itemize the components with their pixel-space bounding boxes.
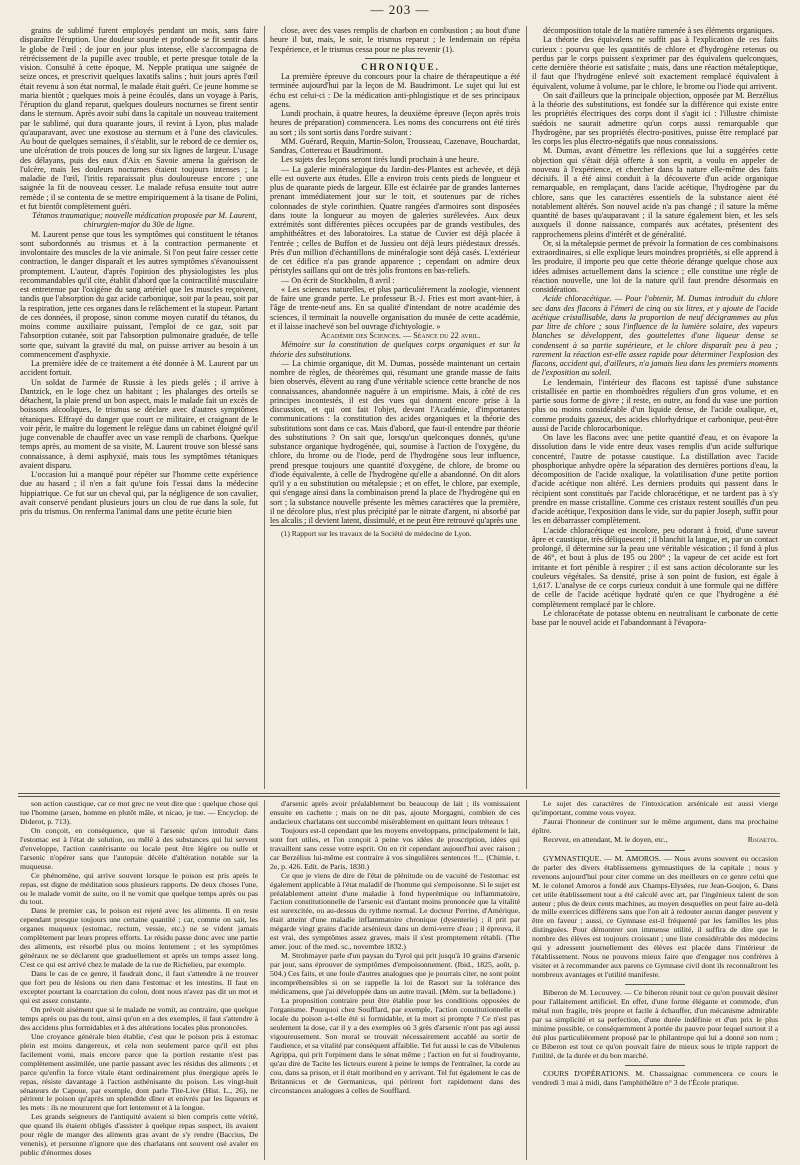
column-1	[20, 26, 258, 789]
paragraph: d'arsenic après avoir préalablement bu beaucoup de lait ; ils vomissaient ensuite en cachette ; mais on ne dit pas, ajoute Morgagni, combien de ces audacieux charlatans ont succombé misérablement en quittant leurs tréteaux !	[270, 800, 520, 826]
paragraph: Or, si la métalepsie permet de prévoir la formation de ces combinaisons extraordinaires, si elle explique leurs moindres propriétés, si elle apprend à les produire, il importe peu que cette théorie dérange quelque chose aux idées admises actuellement dans la science ; elle constitue une règle de réaction nouvelle, une loi de la nature qu'il faut prendre désormais en considération.	[532, 238, 778, 294]
paragraph: La théorie des équivalens ne suffit pas à l'explication de ces faits curieux : pourvu que les quantités de chlore et d'hydrogène retenus ou perdus par le corps puissent s'exprimer par des équivalens quelconques, cette dernière théorie est satisfaite ; mais, dans une réaction métaleptique, il faut que l'hydrogène enlevé soit exactement remplacé équivalent à équivalent, volume à volume, par le chlore, le brome ou l'iode qui arrivent.	[532, 35, 778, 91]
feuilleton-rule	[18, 796, 780, 797]
article-title: Tétanos traumatique; nouvelle médication proposée par M. Laurent, chirurgien-major du 30e de ligne.	[32, 211, 257, 230]
paragraph: M. Dumas, avant d'émettre les réflexions que lui a suggérées cette objection qui s'était déjà offerte à son esprit, a voulu en appeler de nouveau à l'expérience, et chercher dans la nature elle-même des faits décisifs. Il a été ainsi conduit à la découverte d'un acide organique remarquable, en remplaçant, dans l'acide acétique, l'hydrogène par du chlore, sans que les caractères essentiels de la substance aient été notablement altérés. Son nouvel acide n'a pas changé ; il sature la même quantité de bases qu'auparavant ; il la sature également bien, et les sels auxquels il donne naissance, comparés aux acétates, présentent des rapprochemens pleins d'intérêt et de généralité.	[532, 146, 778, 239]
paragraph: On prévoit aisément que si le malade ne vomit, au contraire, que quelque temps après ou pas du tout, ainsi qu'on en a des exemples, il faut s'attendre à des accidens plus formidables et à des altérations locales plus prononcées.	[20, 1004, 258, 1032]
bottom-column-1	[20, 800, 258, 1160]
paragraph: Ce phénomène, qui arrive souvent lorsque le poison est pris après le repas, est digne de méditation sous plusieurs rapports. De deux choses l'une, ou le malade vomit de suite, ou il ne vomit que quelque temps après ou pas du tout.	[20, 870, 258, 907]
divider	[625, 1065, 685, 1066]
paragraph: Le lendemain, l'intérieur des flacons est tapissé d'une substance cristallisée en partie en rhomboèdres réguliers d'un gros volume, et en partie sous forme de givre ; il reste, en outre, au fond du vase une portion plus ou moins considérable d'un liquide dense, de l'acide oxalique, et, comme produits gazeux, des acides chlorhydrique et carbonique, peut-être aussi de l'acide chlorocarbonique.	[532, 377, 778, 433]
divider	[365, 58, 425, 59]
paragraph: Le chloracétate de potasse obtenu en neutralisant le carbonate de cette base par le nouvel acide et l'abandonnant à l'évapora-	[532, 608, 778, 627]
paragraph: La première idée de ce traitement a été donnée à M. Laurent par un accident fortuit.	[20, 359, 258, 378]
paragraph: On conçoit, en conséquence, que si l'arsenic qu'on introduit dans l'estomac est à l'état de solution, ou mêlé à des substances qui lui servent d'enveloppe, l'action cautérisante ou locale peut être légère ou nulle et l'arsenic n'opérer sans que l'autopsie décèle d'altération notable sur la muqueuse.	[20, 825, 258, 871]
paragraph: Dans le premier cas, le poison est rejeté avec les aliments. Il en reste cependant presque toujours une certaine quantité ; car, comme on sait, les organes muqueux (estomac, rectum, vessie, etc.) ne se vident jamais complètement par leurs propres efforts. Le résidu passe donc avec une partie des aliments, est résorbé plus ou moins lentement ; et les symptômes généraux ne se déclarent que graduellement et après un temps assez long. C'est ce qui est arrivé chez le malade de la rue de Richelieu, par exemple.	[20, 906, 258, 970]
paragraph: MM. Guérard, Requin, Martin-Solon, Trousseau, Cazenave, Bouchardat, Sandras, Cottereau et Baudrimont.	[270, 136, 520, 155]
paragraph: Lundi prochain, à quatre heures, la deuxième épreuve (leçon après trois heures de préparation) commencera. Les noms des concurrens ont été tirés au sort ; ils sont sortis dans l'ordre suivant :	[270, 109, 520, 137]
paragraph: L'occasion lui a manqué pour répéter sur l'homme cette expérience due au hasard ; il n'en a fait qu'une fois l'essai dans la médecine hippiatrique. Ce fut sur un cheval qui, par la négligence de son cavalier, avait conservé pendant plusieurs jours un clou de rue dans la sole, fut pris du trismus. On renferma l'animal dans une petite écurie bien	[20, 470, 258, 516]
section-heading: Académie des Sciences. — Séance du 22 avril.	[320, 331, 481, 340]
paragraph: La proposition contraire peut être établie pour les conditions opposées de l'organisme. Pourquoi chez Soufflard, par exemple, l'action constitutionnelle et locale du poison a-t-elle été si formidable, et la mort si prompte ? Ce n'est pas seulement la dose, car il y a des exemples où 3 grés d'arsenic n'ont pas agi aussi vigoureusement. Son moral se trouvait nécessairement accablé au sortir de l'audience, et sa vitalité par conséquent affaiblie. Tel fut aussi le cas de Vibulenus Agrippa, qui prit l'orpiment dans le sénat même ; l'action en fut si foudroyante, qu'au dire de Tacite les licteurs eurent à peine le temps de l'entraîner, la corde au cou, dans sa prison, et il était moribond en y arrivant. Tel fut également le cas de Britannicus et de Germanicus, qui périrent fort rapidement dans des circonstances analogues à celles de Soufflard.	[270, 995, 520, 1095]
divider	[625, 850, 685, 851]
signature-line	[532, 836, 778, 845]
column-rule	[526, 26, 527, 789]
paragraph: M. Laurent pense que tous les symptômes qui constituent le tétanos sont subordonnés au trismus et à la contraction permanente et involontaire des muscles de la vie animale. Si l'on peut faire cesser cette contraction, le danger disparaît et les autres symptômes s'évanouissent promptement. L'auteur, d'après l'opinion des physiologistes les plus recommandables qu'il cite, établit d'abord que la contractilité musculaire est entretenue par l'oxigène du sang artériel que les muscles reçoivent, tandis que l'absorption du gaz acide carbonique, soit par la peau, soit par la respiration, jette ces organes dans le relâchement et la stupeur. Partant de ces données, il propose, sinon comme moyen curatif du tétanos, du moins comme auxiliaire puissant, l'emploi de ce gaz, soit par l'absorption cutanée, soit par l'absorption pulmonaire graduée, de telle sorte que, suivant la gravité du mal, on puisse arriver au besoin à un commencement d'asphyxie.	[20, 229, 258, 359]
column-rule	[264, 800, 265, 1160]
feuilleton-rule	[18, 793, 780, 794]
bottom-column-2	[270, 800, 520, 1160]
column-2	[270, 26, 520, 789]
column-rule	[526, 800, 527, 1160]
paragraph: Les sujets des leçons seront tirés lundi prochain à une heure.	[281, 155, 480, 165]
paragraph: — On écrit de Stockholm, 8 avril :	[281, 275, 395, 285]
signature-name: Rognetta.	[747, 834, 778, 844]
paragraph: On lave les flacons avec une petite quantité d'eau, et on évapore la dissolution dans le vide entre deux vases remplis d'un acide sulfurique concentré, l'autre de potasse caustique. La distillation avec l'acide phosphorique anhydre opère la séparation des dernières portions d'eau, la décomposition de l'acide oxalique, la volatilisation d'une petite portion d'acide acétique non altéré. Les derniers produits qui passent dans le récipient sont constitués par l'acide chloracétique, et ne tardent pas à s'y prendre en masse cristalline. Comme ces cristaux restent souillés d'un peu d'acide acétique, l'exposition dans le vide, sur du papier Joseph, suffit pour les en débarrasser complètement.	[532, 433, 778, 526]
paragraph: L'acide chloracétique est incolore, peu odorant à froid, d'une saveur âpre et caustique, très déliquescent ; il blanchit la langue, et, par un contact prolongé, il détermine sur la peau une véritable vésication ; il fond à plus de 46°, et bout à plus de 195 ou 200° ; la vapeur de cet acide est fort irritante et fort pénible à respirer ; il est sans action décolorante sur les couleurs végétales. Sa densité, prise à son point de fusion, est égale à 1,617. L'analyse de ce corps curieux conduit à une formule qui ne diffère de celle de l'acide acétique hydraté qu'en ce que l'hydrogène a été complètement remplacé par le chlore.	[532, 525, 778, 609]
paragraph: On sait d'ailleurs que la principale objection, opposée par M. Berzélius à la théorie des substitutions, est fondée sur la différence qui existe entre les propriétés électriques des corps dont il s'agit ici : l'illustre chimiste suédois ne saurait admettre qu'un corps aussi remarquable que l'hydrogène, par ses propriétés électro-positives, puisse être remplacé par les corps les plus électro-négatifs que nous connaissions.	[532, 90, 778, 146]
page-number: — 203 —	[370, 2, 430, 17]
paragraph: COURS D'OPÉRATIONS. M. Chassaignac commencera ce cours le vendredi 3 mai à midi, dans l'amphithéâtre n° 3 de l'École pratique.	[532, 1068, 778, 1087]
paragraph: Les grands seigneurs de l'antiquité avaient si bien compris cette vérité, que quand ils étaient obligés d'assister à quelque repas suspect, ils avaient pour règle de manger des aliments gras avant de s'y rendre (Baccius, De venenis), et personne n'ignore que des charlatans ont souvent osé avaler en public d'énormes doses	[20, 1112, 258, 1158]
memo-title: Mémoire sur la constitution de quelques corps organiques et sur la théorie des substitutions.	[270, 340, 520, 359]
paragraph: — La chimie organique, dit M. Dumas, possède maintenant un certain nombre de règles, de théorèmes qui, résumant une grande masse de faits bien observés, élèvent au rang d'une véritable science cette branche de nos connaissances, abandonnée naguère à un empirisme. Mais, à côté de ces principes incontestés, il est des vues qui donnent encore prise à la discussion, et qui ont fait l'objet, devant l'Académie, d'importantes communications : la constitution des acides organiques et la théorie des substitutions sont dans ce cas. Mais d'abord, que faut-il entendre par théorie des substitutions ? On sait que, lorsqu'un quelconques donnés, qu'une substance organique hydrogénée, qui, soumise à l'action de l'oxygène, du chlore, du brome ou de l'iode, perd de l'hydrogène sous leur influence, prend presque toujours une quantité d'oxygène, de chlore, de brome ou d'iode équivalente, à celle de l'hydrogène qu'elle a abandonné. On dit alors qu'il y a eu substitution ou métalepsie ; et on effet, le chlore, par exemple, qui s'engage ainsi dans la combinaison prend la place de l'hydrogène qui en sort ; la substance nouvelle présente les mêmes caractères que la première, il ne décolore plus, n'est plus précipité par le nitrate d'argent, ni absorbé par les alcalis ; il devient latent, dissimulé, et ne peut être retrouvé qu'après une	[270, 358, 520, 525]
bottom-column-3	[532, 800, 778, 1160]
paragraph: Une croyance générale bien établie, c'est que le poison pris à estomac plein est moins dangereux, et cela non seulement parce qu'il est plus facilement vomi, mais encore parce que la portion restante n'est pas complètement assimilée, une partie passant avec les résidus des aliments ; et parce qu'enfin la force vitale étant ordinairement plus énergique après le repas, résiste davantage à l'action asthénisante du poison. Les vingt-huit sénateurs de Capoue, par exemple, dont parle Tite-Live (Hist. L., 26), ne périrent le poison qu'après un splendide dîner et enivrés par les liqueurs et les mets : ils ne moururent que fort lentement et à la longue.	[20, 1031, 258, 1113]
paragraph: Ce que je viens de dire de l'état de plénitude ou de vacuité de l'estomac est également applicable à l'état maladif de l'homme qui s'empoisonne. Si le sujet est préalablement atteint d'une maladie à fond hyperémique ou inflammatoire, l'action constitutionnelle de l'arsenic est d'autant moins prononcée que la vitalité est surexcitée, ou au-dessus du rythme normal. Le docteur Perrine, d'Amérique, était atteint d'une maladie inflammatoire chronique (dysenterie) ; il prit par mégarde vingt grains d'acide arsénieux dans un demi-verre d'eau ; il épreuva, il est vrai, des symptômes assez graves, mais il s'est promptement rétabli. (The amer. jour. of the med. sc., novembre 1832.)	[270, 870, 520, 952]
paragraph: Acide chloracétique. — Pour l'obtenir, M. Dumas introduit du chlore sec dans des flacons à l'émeri de cinq ou six litres, et y ajoute de l'acide acétique cristallisable, dans la proportion de neuf décigrammes au plus par litre de chlore ; sous l'influence de la lumière solaire, des vapeurs blanches se développent, des gouttelettes d'une liqueur dense se condensent à sa partie supérieure, et le chlore disparaît peu à peu ; rarement la réaction est-elle assez rapide pour déterminer l'explosion des flacons, accident qui, d'ailleurs, n'a jamais lieu dans les premiers moments de l'exposition au soleil.	[532, 294, 778, 378]
paragraph: — La galerie minéralogique du Jardin-des-Plantes est achevée, et déjà elle est ouverte aux études. Elle a environ trois cents pieds de longueur et plus de quarante pieds de largeur. Elle est éclairée par de grandes lanternes prenant immédiatement jour sur le toit, et soutenues par de riches colonnades de style corinthien. Quatre rangées d'armoires sont disposées dans toute la longueur au moyen de galeries surélevées. Aux deux extrémités sont différentes pièces occupées par de grands vestibules, des amphithéâtres et des laboratoires. La statue de Cuvier est déjà placée à l'entrée ; celles de Buffon et de Jussieu ont déjà leurs piédestaux dressés. Près d'un million d'échantillons de minéralogie sont déjà casés. L'extérieur de cet édifice n'a pas grande apparence ; cependant on admire deux péristyles saillans qui ont de très jolis frontons en bas-reliefs.	[270, 164, 520, 276]
column-rule	[264, 26, 265, 789]
column-3	[532, 26, 778, 789]
paragraph: La première épreuve du concours pour la chaire de thérapeutique a été terminée aujourd'hui par la leçon de M. Baudrimont. Le sujet qui lui est échu est celui-ci : De la médication anti-phlogistique et de ses principaux agens.	[270, 72, 520, 109]
paragraph: Le sujet des caractères de l'intoxication arsénicale est aussi vierge qu'important, comme vous voyez.	[532, 800, 778, 817]
divider	[625, 984, 685, 985]
paragraph: « Les sciences naturelles, et plus particulièrement la zoologie, viennent de faire une grande perte. Le professeur B.-J. Fries est mort avant-hier, à l'âge de trente-neuf ans. En sa qualité d'intendant de notre académie des sciences, il terminait la nouvelle organisation du musée de cette académie, et il laisse inachevé son bel ouvrage d'ichtyologie. »	[270, 284, 520, 331]
paragraph: Biberon de M. Lecouvey. — Ce biberon réunit tout ce qu'on pouvait désirer pour l'allaitement artificiel. En effet, d'une forme élégante et commode, d'un métal non fragile, très propre et facile à échauffer, d'un mécanisme admirable par sa simplicité et sa perfection, d'une durée indéfinie et d'un prix le plus minime possible, ce conséquemment à portée du pauvre pour lequel surtout il a été plus particulièrement proposé par le philantrope qui lui a donné son nom ; ce Biberon est tout ce qu'on pouvait faire de mieux sous le triple rapport de l'utilité, de la durée et du bon marché.	[532, 988, 778, 1060]
footnote: (1) Rapport sur les travaux de la Société de médecine de Lyon.	[270, 525, 520, 538]
paragraph: M. Strohmayer parle d'un paysan du Tyrol qui prit jusqu'à 10 grains d'arsenic par jour, sans éprouver de symptômes d'empoisonnement. (Ibid., 1825, août, p. 504.) Ces faits, et une foule d'autres analogues que je pourrais citer, ne sont point incompréhensibles si on se rappelle la loi de Rasori sur la tolérance des médicamens, que j'ai développée dans un autre travail. (Mém. sur la belladone.)	[270, 951, 520, 997]
paragraph: Un soldat de l'armée de Russie à les pieds gelés ; il arrive à Dantzick, en le loge chez un habitant ; les phalanges des orteils se détachent, la plaie prend un bon aspect, mais le malade fait un excès de boissons alcooliques, le trismus se déclare avec d'autres symptômes tétaniques. Effrayé du danger que court ce militaire, et craignant de le voir périr, le maître du logement le relègue dans un cabinet éloigné qu'il juge convenable de chauffer avec un vase rempli de charbons. Quelque temps après, au moment de sa visite, M. Laurent trouve son blessé sans connaissance, à demi asphyxié, mais tous les symptômes tétaniques avaient disparu.	[20, 377, 258, 470]
paragraph: close, avec des vases remplis de charbon en combustion ; au bout d'une heure il but, mais, le soir, le trismus reparut ; le lendemain on répéta l'expérience, et le trismus cessa pour ne plus revenir (1).	[270, 26, 520, 54]
paragraph: son action caustique, car ce mot grec ne veut dire que : quelque chose qui tue l'homme (arsen, homme en plutôt mâle, et nicao, je tue. — Encyclop. de Diderot, p. 713).	[20, 800, 258, 826]
paragraph: décomposition totale de la matière ramenée à ses éléments organiques.	[543, 26, 775, 35]
paragraph: J'aurai l'honneur de continuer sur le même argument, dans ma prochaine épître.	[532, 816, 778, 835]
signature-label: Recevez, en attendant, M. le doyen, etc.,	[543, 834, 668, 844]
paragraph: Toujours est-il cependant que les moyens enveloppans, principalement le lait, sont fort utiles, et l'on conçoit à peine vos idées de proscription, idées qui travaillent sans cesse votre esprit. On en rit cependant aujourd'hui avec raison ; car Berzélius lui-même est contraire à vos singulières sentences !!... (Chimie, t. 2e, p. 426. Edit. de Paris, 1830.)	[270, 825, 520, 871]
paragraph: Dans le cas de ce genre, il faudrait donc, il faut s'attendre à ne trouver que fort peu de lésions ou rien dans l'estomac et les intestins. Il faut en excepter pourtant la coarctation du colon, dont nous n'avez pas dit un mot et qui est assez constante.	[20, 969, 258, 1005]
paragraph: grains de sublimé furent employés pendant un mois, sans faire disparaître l'éruption. Une douleur sourde et profonde se fit sentir dans le globe de l'œil ; de jour en jour plus intense, elle s'accompagna de rétrécissement de la pupille avec trouble, et perte presque totale de la vision. Consulté à cette époque, M. Nepple pratiqua une saignée de seize onces, et prescrivit quelques laxatifs salins ; huit jours après l'œil était revenu à son état normal, le malade était guéri. Ce jeune homme se maria bientôt ; quelques mois à peine écoulés, dans un voyage à Paris, l'éruption du gland reparut, quelques douleurs nocturnes se firent sentir dans le sternum. Après avoir subi dans la capitale un nouveau traitement par le sublimé, qui dura quarante jours, il revint à Lyon, plus malade qu'auparavant, avec une exostose au sternum et à l'une des clavicules. Au bout de quelques semaines, il s'établit, sur le rebord de ce dernier os, une ulcération de trois pouces de long sur six lignes de largeur. L'usage des délayans, puis des eaux d'Aix en Savoie amena la guérison de l'ulcère, mais les douleurs nocturnes étaient toujours intenses ; la maladie de l'œil, l'iritis reparaissait plus douloureuse encore ; une saignée la fit de nouveau cesser. Le malade refusa ensuite tout autre remède ; il se contenta de se mettre empiriquement à la tisane de Polini, et fut bientôt complètement guéri.	[20, 26, 258, 211]
section-heading: CHRONIQUE.	[361, 61, 440, 72]
paragraph: GYMNASTIQUE. — M. AMOROS. — Nous avons souvent eu occasion de parler des divers établissemens gymnastiques de la capitale ; nous y revenons aujourd'hui pour citer comme un des meilleurs en ce genre celui que M. le colonel Amoros a fondé aux Champs-Elysées, rue Jean-Goujon, 6. Dans cet utile établissement tout a été calculé avec art, par l'ingénieux talent de son auteur ; plus de deux cents machines, au moyen desquelles on peut faire au-delà de mille exercices différens sans que l'on ait à redouter aucun danger peuvent y être en faveur ; aussi, ce Gymnase est-il fréquenté par les familles les plus distinguées. Pour démontrer son immense utilité, il suffira de dire que le nombre des élèves est toujours croissant ; une liste considérable des médecins qui y adressent journellement des élèves est placée dans l'intérieur de l'établissement. Nous ne pouvons mieux faire que d'engager nos confrères à visiter et à recommander aux parens ce Gymnase civil dont ils reconnaîtront les nombreux avantages et l'utilité manifeste.	[532, 853, 778, 980]
